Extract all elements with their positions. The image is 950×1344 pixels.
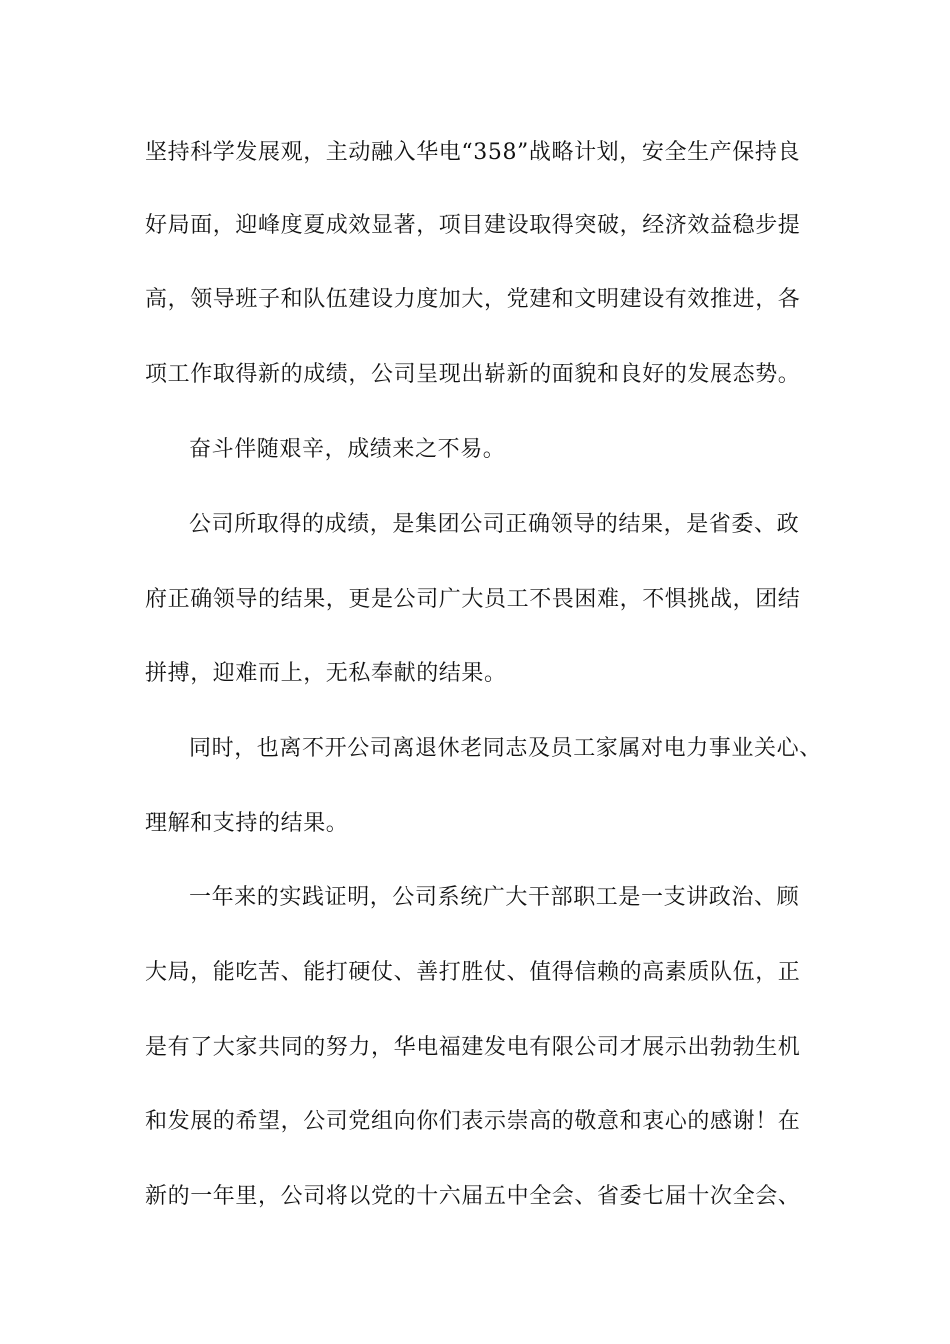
text-line: 高，领导班子和队伍建设力度加大，党建和文明建设有效推进，各 (145, 287, 801, 312)
text-line: 府正确领导的结果，更是公司广大员工不畏困难，不惧挑战，团结 (145, 587, 801, 612)
paragraph-first-line: 同时，也离不开公司离退休老同志及员工家属对电力事业关心、 (189, 736, 822, 761)
text-line: 拼搏，迎难而上，无私奉献的结果。 (145, 661, 507, 686)
text-line: 理解和支持的结果。 (145, 811, 349, 836)
text-line: 新的一年里，公司将以党的十六届五中全会、省委七届十次全会、 (145, 1184, 801, 1209)
text-line: 项工作取得新的成绩，公司呈现出崭新的面貌和良好的发展态势。 (145, 362, 801, 387)
paragraph-first-line: 公司所取得的成绩，是集团公司正确领导的结果，是省委、政 (189, 512, 800, 537)
text-line: 和发展的希望，公司党组向你们表示崇高的敬意和衷心的感谢！在 (145, 1109, 801, 1134)
paragraph-first-line: 一年来的实践证明，公司系统广大干部职工是一支讲政治、顾 (189, 885, 800, 910)
paragraph-first-line: 奋斗伴随艰辛，成绩来之不易。 (189, 437, 506, 462)
text-line: 是有了大家共同的努力，华电福建发电有限公司才展示出勃勃生机 (145, 1035, 801, 1060)
text-line: 坚持科学发展观，主动融入华电“358”战略计划，安全生产保持良 (145, 140, 801, 165)
text-line: 好局面，迎峰度夏成效显著，项目建设取得突破，经济效益稳步提 (145, 213, 801, 238)
text-line: 大局，能吃苦、能打硬仗、善打胜仗、值得信赖的高素质队伍，正 (145, 960, 801, 985)
